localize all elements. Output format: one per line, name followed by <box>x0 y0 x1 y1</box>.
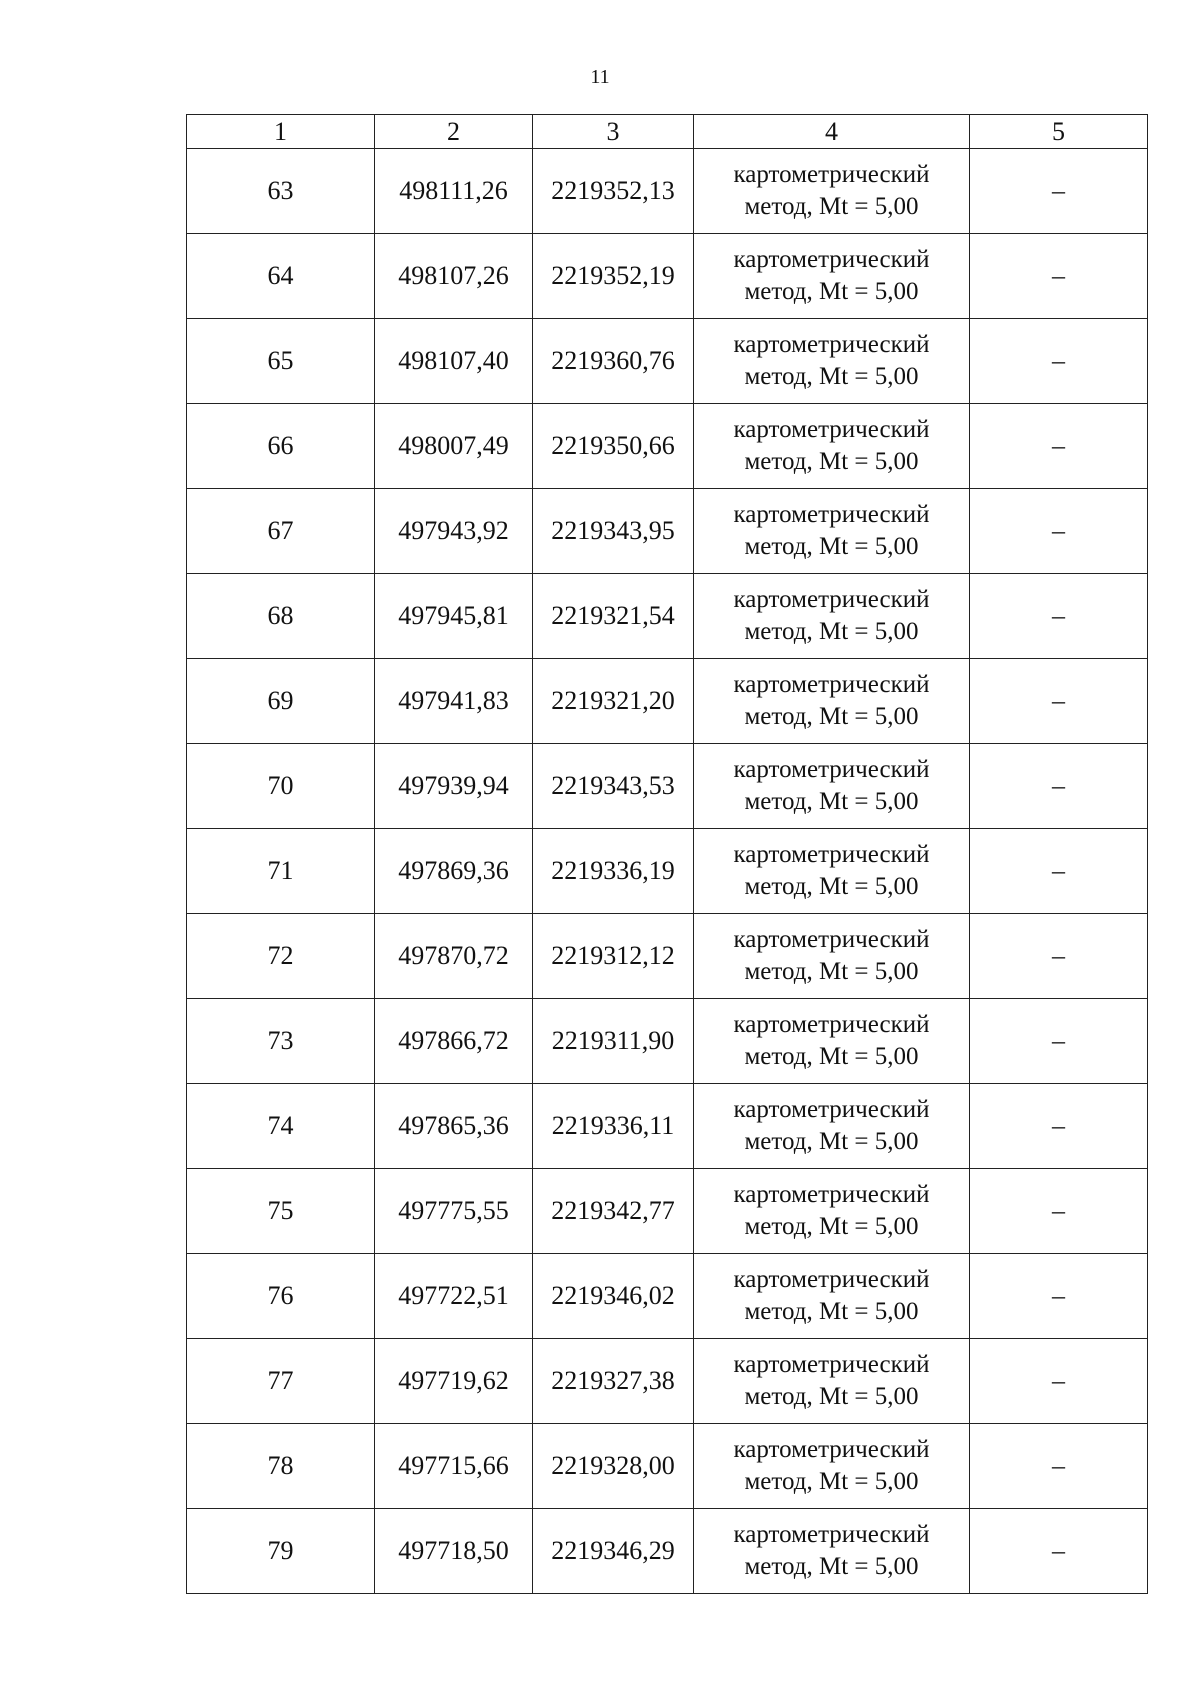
method-line-2: метод, Mt = 5,00 <box>744 1298 919 1325</box>
method-line-1: картометрический <box>733 671 930 698</box>
note-cell: – <box>970 149 1148 234</box>
point-number-cell: 68 <box>187 574 375 659</box>
method-line-2: метод, Mt = 5,00 <box>744 618 919 645</box>
note-cell: – <box>970 1254 1148 1339</box>
y-coordinate-cell: 2219360,76 <box>533 319 694 404</box>
table-row <box>187 914 1148 999</box>
header-col-3: 3 <box>533 115 694 149</box>
note-cell: – <box>970 1424 1148 1509</box>
method-line-1: картометрический <box>733 501 930 528</box>
method-cell <box>694 744 970 829</box>
point-number-cell: 70 <box>187 744 375 829</box>
method-line-1: картометрический <box>733 1436 930 1463</box>
method-line-2: метод, Mt = 5,00 <box>744 448 919 475</box>
method-cell <box>694 234 970 319</box>
y-coordinate-cell: 2219336,11 <box>533 1084 694 1169</box>
table-row <box>187 1424 1148 1509</box>
method-cell <box>694 404 970 489</box>
method-line-1: картометрический <box>733 1521 930 1548</box>
method-cell <box>694 914 970 999</box>
note-cell: – <box>970 319 1148 404</box>
x-coordinate-cell: 497945,81 <box>375 574 533 659</box>
x-coordinate-cell: 497866,72 <box>375 999 533 1084</box>
table-row <box>187 1509 1148 1594</box>
header-col-4: 4 <box>694 115 970 149</box>
note-cell: – <box>970 1084 1148 1169</box>
y-coordinate-cell: 2219328,00 <box>533 1424 694 1509</box>
method-cell <box>694 574 970 659</box>
x-coordinate-cell: 497865,36 <box>375 1084 533 1169</box>
method-line-2: метод, Mt = 5,00 <box>744 788 919 815</box>
note-cell: – <box>970 489 1148 574</box>
method-cell <box>694 1339 970 1424</box>
y-coordinate-cell: 2219346,29 <box>533 1509 694 1594</box>
method-line-2: метод, Mt = 5,00 <box>744 1043 919 1070</box>
method-line-2: метод, Mt = 5,00 <box>744 703 919 730</box>
point-number-cell: 67 <box>187 489 375 574</box>
method-line-1: картометрический <box>733 841 930 868</box>
method-line-1: картометрический <box>733 756 930 783</box>
y-coordinate-cell: 2219342,77 <box>533 1169 694 1254</box>
method-line-1: картометрический <box>733 246 930 273</box>
y-coordinate-cell: 2219327,38 <box>533 1339 694 1424</box>
method-cell <box>694 999 970 1084</box>
point-number-cell: 79 <box>187 1509 375 1594</box>
header-col-1: 1 <box>187 115 375 149</box>
point-number-cell: 77 <box>187 1339 375 1424</box>
method-line-2: метод, Mt = 5,00 <box>744 958 919 985</box>
x-coordinate-cell: 497775,55 <box>375 1169 533 1254</box>
method-line-1: картометрический <box>733 1096 930 1123</box>
table-row <box>187 149 1148 234</box>
x-coordinate-cell: 497939,94 <box>375 744 533 829</box>
y-coordinate-cell: 2219350,66 <box>533 404 694 489</box>
y-coordinate-cell: 2219352,19 <box>533 234 694 319</box>
note-cell: – <box>970 999 1148 1084</box>
method-line-2: метод, Mt = 5,00 <box>744 1213 919 1240</box>
point-number-cell: 74 <box>187 1084 375 1169</box>
x-coordinate-cell: 497869,36 <box>375 829 533 914</box>
point-number-cell: 76 <box>187 1254 375 1339</box>
method-cell <box>694 829 970 914</box>
y-coordinate-cell: 2219321,20 <box>533 659 694 744</box>
point-number-cell: 64 <box>187 234 375 319</box>
coordinates-table <box>186 114 1148 1594</box>
method-line-1: картометрический <box>733 926 930 953</box>
note-cell: – <box>970 744 1148 829</box>
table-header-row <box>187 115 1148 149</box>
table-row <box>187 404 1148 489</box>
method-cell <box>694 489 970 574</box>
method-cell <box>694 1509 970 1594</box>
table-row <box>187 489 1148 574</box>
note-cell: – <box>970 1339 1148 1424</box>
page-number: 11 <box>590 66 610 88</box>
y-coordinate-cell: 2219343,95 <box>533 489 694 574</box>
method-cell <box>694 1084 970 1169</box>
x-coordinate-cell: 497941,83 <box>375 659 533 744</box>
x-coordinate-cell: 497943,92 <box>375 489 533 574</box>
method-line-2: метод, Mt = 5,00 <box>744 1383 919 1410</box>
point-number-cell: 66 <box>187 404 375 489</box>
note-cell: – <box>970 574 1148 659</box>
x-coordinate-cell: 498111,26 <box>375 149 533 234</box>
y-coordinate-cell: 2219321,54 <box>533 574 694 659</box>
header-col-5: 5 <box>970 115 1148 149</box>
method-cell <box>694 1424 970 1509</box>
table-row <box>187 1169 1148 1254</box>
note-cell: – <box>970 829 1148 914</box>
header-col-2: 2 <box>375 115 533 149</box>
method-cell <box>694 659 970 744</box>
method-line-2: метод, Mt = 5,00 <box>744 363 919 390</box>
method-line-2: метод, Mt = 5,00 <box>744 533 919 560</box>
x-coordinate-cell: 497718,50 <box>375 1509 533 1594</box>
x-coordinate-cell: 497870,72 <box>375 914 533 999</box>
method-cell <box>694 1254 970 1339</box>
note-cell: – <box>970 1509 1148 1594</box>
y-coordinate-cell: 2219346,02 <box>533 1254 694 1339</box>
method-line-1: картометрический <box>733 1181 930 1208</box>
y-coordinate-cell: 2219311,90 <box>533 999 694 1084</box>
note-cell: – <box>970 404 1148 489</box>
point-number-cell: 69 <box>187 659 375 744</box>
note-cell: – <box>970 659 1148 744</box>
x-coordinate-cell: 498107,26 <box>375 234 533 319</box>
table-row <box>187 659 1148 744</box>
table-row <box>187 1084 1148 1169</box>
y-coordinate-cell: 2219352,13 <box>533 149 694 234</box>
x-coordinate-cell: 497719,62 <box>375 1339 533 1424</box>
method-line-1: картометрический <box>733 1011 930 1038</box>
point-number-cell: 73 <box>187 999 375 1084</box>
y-coordinate-cell: 2219312,12 <box>533 914 694 999</box>
method-line-2: метод, Mt = 5,00 <box>744 278 919 305</box>
method-line-2: метод, Mt = 5,00 <box>744 873 919 900</box>
y-coordinate-cell: 2219343,53 <box>533 744 694 829</box>
x-coordinate-cell: 498107,40 <box>375 319 533 404</box>
point-number-cell: 72 <box>187 914 375 999</box>
method-line-1: картометрический <box>733 1266 930 1293</box>
note-cell: – <box>970 914 1148 999</box>
table-row <box>187 1254 1148 1339</box>
point-number-cell: 78 <box>187 1424 375 1509</box>
method-line-1: картометрический <box>733 331 930 358</box>
method-cell <box>694 1169 970 1254</box>
x-coordinate-cell: 497715,66 <box>375 1424 533 1509</box>
table-row <box>187 319 1148 404</box>
point-number-cell: 63 <box>187 149 375 234</box>
table-row <box>187 574 1148 659</box>
point-number-cell: 71 <box>187 829 375 914</box>
method-cell <box>694 319 970 404</box>
method-line-1: картометрический <box>733 1351 930 1378</box>
y-coordinate-cell: 2219336,19 <box>533 829 694 914</box>
point-number-cell: 75 <box>187 1169 375 1254</box>
table-row <box>187 1339 1148 1424</box>
table-row <box>187 234 1148 319</box>
table-row <box>187 744 1148 829</box>
table-row <box>187 999 1148 1084</box>
method-line-1: картометрический <box>733 416 930 443</box>
method-line-1: картометрический <box>733 161 930 188</box>
x-coordinate-cell: 498007,49 <box>375 404 533 489</box>
table-body <box>187 149 1148 1594</box>
method-line-2: метод, Mt = 5,00 <box>744 1128 919 1155</box>
method-cell <box>694 149 970 234</box>
method-line-1: картометрический <box>733 586 930 613</box>
method-line-2: метод, Mt = 5,00 <box>744 1468 919 1495</box>
table-row <box>187 829 1148 914</box>
point-number-cell: 65 <box>187 319 375 404</box>
method-line-2: метод, Mt = 5,00 <box>744 1553 919 1580</box>
method-line-2: метод, Mt = 5,00 <box>744 193 919 220</box>
x-coordinate-cell: 497722,51 <box>375 1254 533 1339</box>
note-cell: – <box>970 234 1148 319</box>
note-cell: – <box>970 1169 1148 1254</box>
